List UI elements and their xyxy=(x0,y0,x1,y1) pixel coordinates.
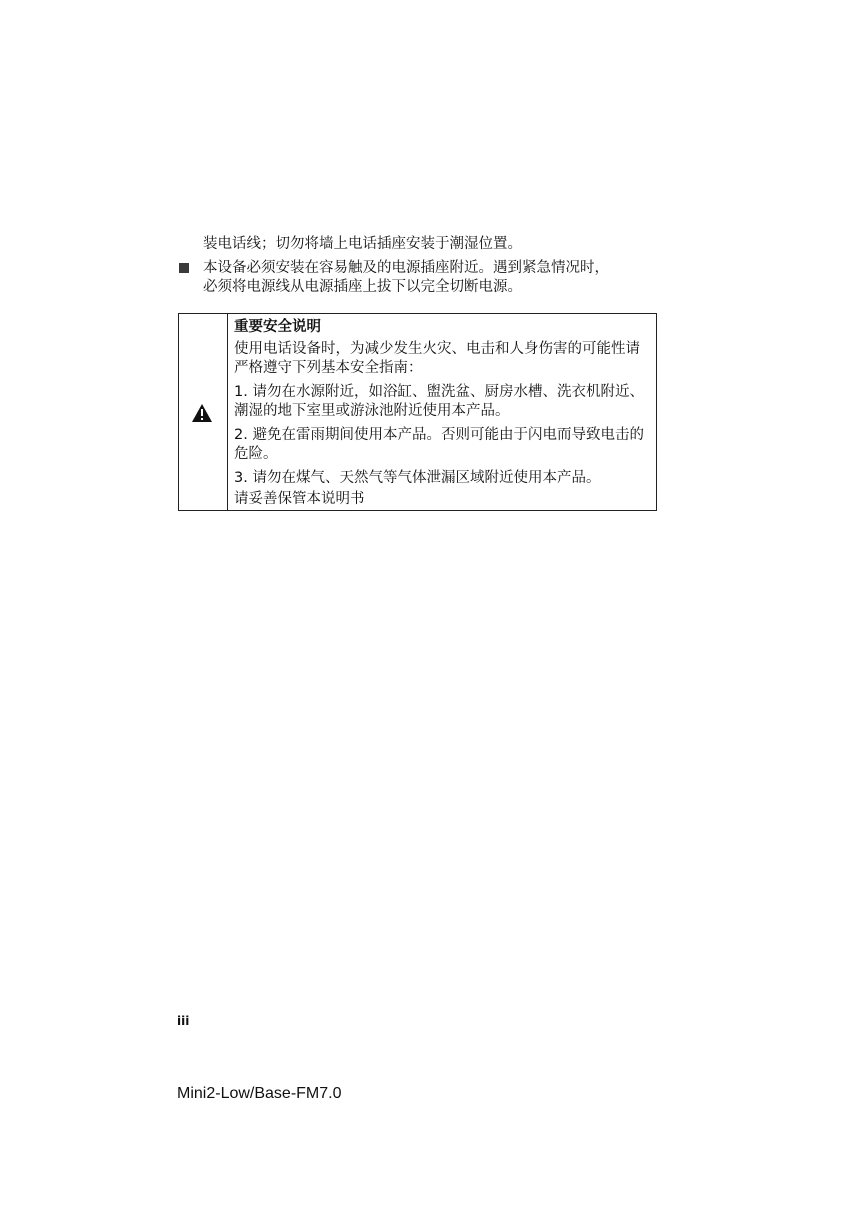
page-number: iii xyxy=(177,1014,190,1028)
bullet-text-line-2: 必须将电源线从电源插座上拔下以完全切断电源。 xyxy=(203,279,522,295)
notice-title: 重要安全说明 xyxy=(234,319,321,335)
notice-content xyxy=(234,318,650,514)
notice-item-3: 3. 请勿在煤气、天然气等气体泄漏区域附近使用本产品。 xyxy=(234,470,601,486)
warning-triangle-icon xyxy=(191,403,213,423)
safety-notice-box xyxy=(178,313,657,511)
bullet-text-line-1: 本设备必须安装在容易触及的电源插座附近。遇到紧急情况时， xyxy=(203,260,609,276)
notice-item-1: 1. 请勿在水源附近，如浴缸、盥洗盆、厨房水槽、洗衣机附近、潮湿的地下室里或游泳池附近使用本产品。 xyxy=(234,384,644,419)
footer-doc-id: Mini2-Low/Base-FM7.0 xyxy=(177,1085,342,1102)
notice-divider xyxy=(227,314,228,510)
notice-intro: 使用电话设备时，为减少发生火灾、电击和人身伤害的可能性请严格遵守下列基本安全指南： xyxy=(234,341,640,376)
bullet-square-icon xyxy=(179,263,189,273)
notice-item-2: 2. 避免在雷雨期间使用本产品。否则可能由于闪电而导致电击的危险。 xyxy=(234,427,644,462)
continued-text-line: 装电话线；切勿将墙上电话插座安装于潮湿位置。 xyxy=(203,236,522,252)
notice-closing: 请妥善保管本说明书 xyxy=(234,491,365,507)
